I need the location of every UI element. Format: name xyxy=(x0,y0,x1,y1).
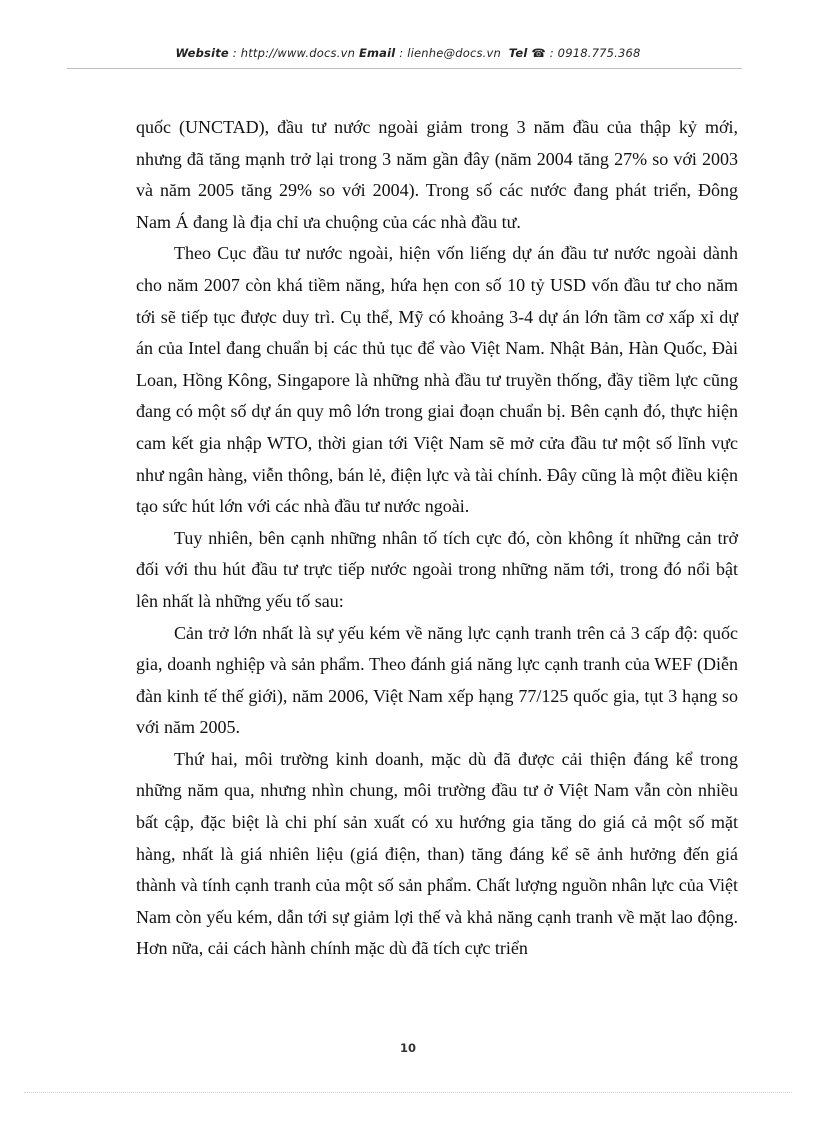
paragraph-foreign-investment-outlook: Theo Cục đầu tư nước ngoài, hiện vốn liếng dự án đầu tư nước ngoài dành cho năm 2007 còn khá tiềm năng, hứa hẹn con số 10 tỷ USD vốn đầu tư cho năm tới sẽ tiếp tục được duy trì. Cụ thể, Mỹ có khoảng 3-4 dự án lớn tầm cơ xấp xỉ dự án của Intel đang chuẩn bị các thủ tục để vào Việt Nam. Nhật Bản, Hàn Quốc, Đài Loan, Hồng Kông, Singapore là những nhà đầu tư truyền thống, đầy tiềm lực cũng đang có một số dự án quy mô lớn trong giai đoạn chuẩn bị. Bên cạnh đó, thực hiện cam kết gia nhập WTO, thời gian tới Việt Nam sẽ mở cửa đầu tư một số lĩnh vực như ngân hàng, viễn thông, bán lẻ, điện lực và tài chính. Đây cũng là một điều kiện tạo sức hút lớn với các nhà đầu tư nước ngoài. xyxy=(136,243,738,517)
footer-divider xyxy=(24,1092,792,1093)
document-body xyxy=(136,112,738,965)
website-label: Website xyxy=(175,46,229,60)
header-divider xyxy=(67,68,742,69)
website-link[interactable]: http://www.docs.vn xyxy=(240,46,356,60)
email-link[interactable]: lienhe@docs.vn xyxy=(407,46,502,60)
page-number: 10 xyxy=(399,1041,416,1055)
paragraph-continuation: quốc (UNCTAD), đầu tư nước ngoài giảm trong 3 năm đầu của thập kỷ mới, nhưng đã tăng mạnh trở lại trong 3 năm gần đây (năm 2004 tăng 27% so với 2003 và năm 2005 tăng 29% so với 2004). Trong số các nước đang phát triển, Đông Nam Á đang là địa chỉ ưa chuộng của các nhà đầu tư. xyxy=(136,117,738,232)
tel-label: Tel xyxy=(508,46,528,60)
website-separator: : xyxy=(228,46,241,60)
page-header xyxy=(0,46,816,60)
paragraph-obstacles-intro: Tuy nhiên, bên cạnh những nhân tố tích cực đó, còn không ít những cản trở đối với thu hút đầu tư trực tiếp nước ngoài trong những năm tới, trong đó nổi bật lên nhất là những yếu tố sau: xyxy=(136,527,738,611)
tel-value: 0918.775.368 xyxy=(557,46,641,60)
tel-separator: : xyxy=(545,46,558,60)
paragraph-competitiveness: Cản trở lớn nhất là sự yếu kém về năng lực cạnh tranh trên cả 3 cấp độ: quốc gia, doanh nghiệp và sản phẩm. Theo đánh giá năng lực cạnh tranh của WEF (Diễn đàn kinh tế thế giới), năm 2006, Việt Nam xếp hạng 77/125 quốc gia, tụt 3 hạng so với năm 2005. xyxy=(136,622,738,738)
paragraph-business-environment: Thứ hai, môi trường kinh doanh, mặc dù đã được cải thiện đáng kể trong những năm qua, nhưng nhìn chung, môi trường đầu tư ở Việt Nam vẫn còn nhiều bất cập, đặc biệt là chi phí sản xuất có xu hướng gia tăng do giá cả một số mặt hàng, nhất là giá nhiên liệu (giá điện, than) tăng đáng kể sẽ ảnh hưởng đến giá thành và tính cạnh tranh của một số sản phẩm. Chất lượng nguồn nhân lực của Việt Nam còn yếu kém, dẫn tới sự giảm lợi thế và khả năng cạnh tranh về mặt lao động. Hơn nữa, cải cách hành chính mặc dù đã tích cực triển xyxy=(136,748,738,959)
email-separator: : xyxy=(395,46,408,60)
phone-icon: ☎ xyxy=(531,46,546,60)
email-label: Email xyxy=(358,46,396,60)
